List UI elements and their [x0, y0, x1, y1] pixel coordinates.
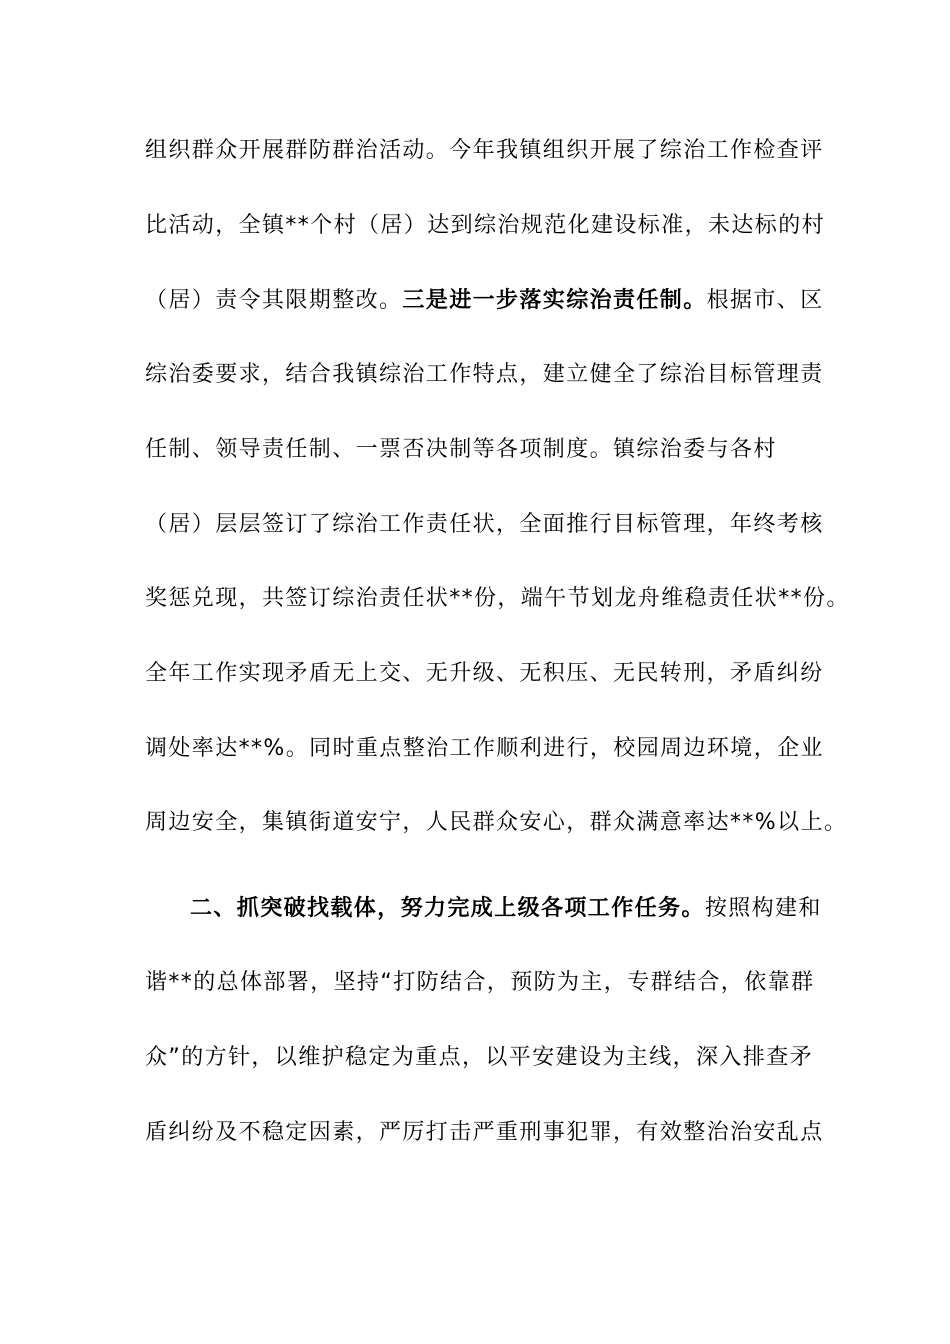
- text-line: [145, 729, 824, 769]
- text-segment: 奖惩兑现，共签订综治责任状**份，端午节划龙舟维稳责任状**份。: [145, 586, 850, 611]
- text-line: [145, 355, 824, 395]
- text-segment: 任制、领导责任制、一票否决制等各项制度。镇综治委与各村: [145, 437, 777, 462]
- text-segment: 众”的方针，以维护稳定为重点，以平安建设为主线，深入排查矛: [145, 1045, 813, 1070]
- text-line: [145, 505, 824, 545]
- text-line: [145, 579, 850, 619]
- bold-heading-segment: 三是进一步落实综治责任制。: [402, 288, 707, 313]
- text-segment: 组织群众开展群防群治活动。今年我镇组织开展了综治工作检查评: [145, 138, 824, 163]
- text-line: [145, 281, 824, 321]
- text-segment: 比活动，全镇**个村（居）达到综治规范化建设标准，未达标的村: [145, 213, 826, 238]
- text-line: [145, 803, 848, 843]
- text-segment: 全年工作实现矛盾无上交、无升级、无积压、无民转刑，矛盾纠纷: [145, 661, 824, 686]
- text-line: [145, 1038, 813, 1078]
- text-line: [145, 1113, 824, 1153]
- text-line: [145, 430, 805, 470]
- text-segment: 调处率达**%。同时重点整治工作顺利进行，校园周边环境，企业: [145, 736, 824, 761]
- text-line-indented: [190, 889, 850, 929]
- text-segment: 周边安全，集镇街道安宁，人民群众安心，群众满意率达**%以上。: [145, 810, 848, 835]
- text-line: [145, 654, 824, 694]
- section-heading: 二、抓突破找载体，努力完成上级各项工作任务。: [190, 896, 705, 921]
- text-line: [145, 963, 815, 1003]
- text-segment: 盾纠纷及不稳定因素，严厉打击严重刑事犯罪，有效整治治安乱点: [145, 1120, 824, 1145]
- text-segment: 综治委要求，结合我镇综治工作特点，建立健全了综治目标管理责: [145, 362, 824, 387]
- text-segment: （居）层层签订了综治工作责任状，全面推行目标管理，年终考核: [145, 512, 824, 537]
- text-segment: 根据市、区: [706, 288, 824, 313]
- text-segment: 谐**的总体部署，坚持“打防结合，预防为主，专群结合，依靠群: [145, 970, 815, 995]
- text-segment: （居）责令其限期整改。: [145, 288, 403, 313]
- text-line: [145, 206, 826, 246]
- text-line: [145, 131, 824, 171]
- text-segment: 按照构建和: [704, 896, 822, 921]
